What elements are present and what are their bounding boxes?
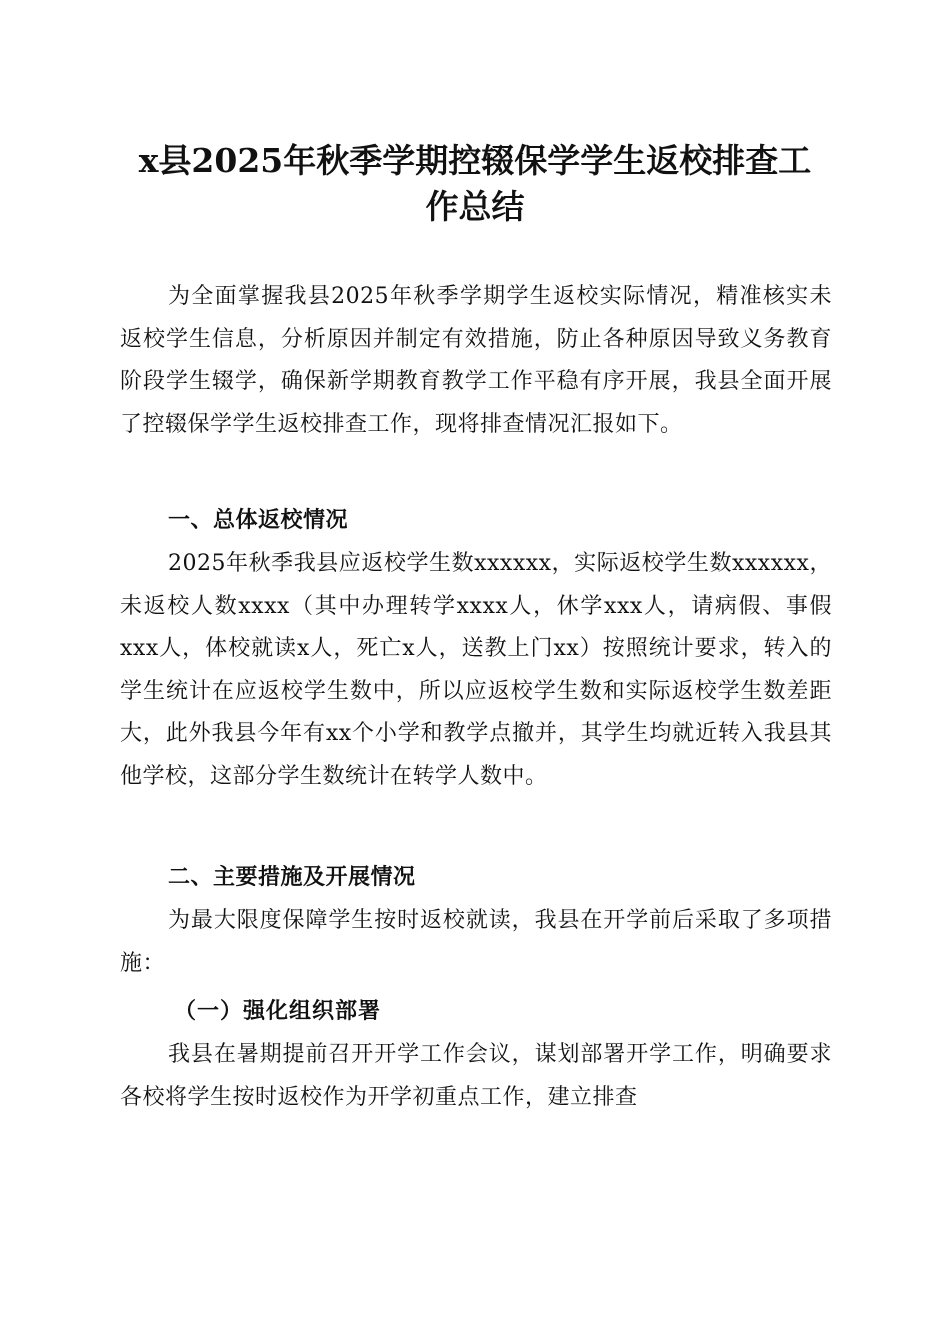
section-2-intro-paragraph: 为最大限度保障学生按时返校就读，我县在开学前后采取了多项措施： <box>120 908 832 976</box>
section-1-heading: 一、总体返校情况 <box>168 508 349 533</box>
subsection-1-heading: （一）强化组织部署 <box>174 998 382 1024</box>
subsection-1-paragraph: 我县在暑期提前召开开学工作会议，谋划部署开学工作，明确要求各校将学生按时返校作为开学初重点工作，建立排查 <box>120 1042 832 1110</box>
intro-paragraph: 为全面掌握我县2025年秋季学期学生返校实际情况，精准核实未返校学生信息，分析原因并制定有效措施，防止各种原因导致义务教育阶段学生辍学，确保新学期教育教学工作平稳有序开展，我县全面开展了控辍保学学生返校排查工作，现将排查情况汇报如下。 <box>120 284 832 437</box>
section-2-heading: 二、主要措施及开展情况 <box>168 865 416 890</box>
document-title-line-1: x县2025年秋季学期控辍保学学生返校排查工 <box>138 141 812 180</box>
section-1-paragraph: 2025年秋季我县应返校学生数xxxxxx，实际返校学生数xxxxxx，未返校人数xxxx（其中办理转学xxxx人，休学xxx人，请病假、事假xxx人，体校就读x人，死亡x人，送教上门xx）按照统计要求，转入的学生统计在应返校学生数中，所以应返校学生数和实际返校学生数差距大，此外我县今年有xx个小学和教学点撤并，其学生均就近转入我县其他学校，这部分学生数统计在转学人数中。 <box>120 551 832 789</box>
document-title-line-2: 作总结 <box>425 187 525 226</box>
